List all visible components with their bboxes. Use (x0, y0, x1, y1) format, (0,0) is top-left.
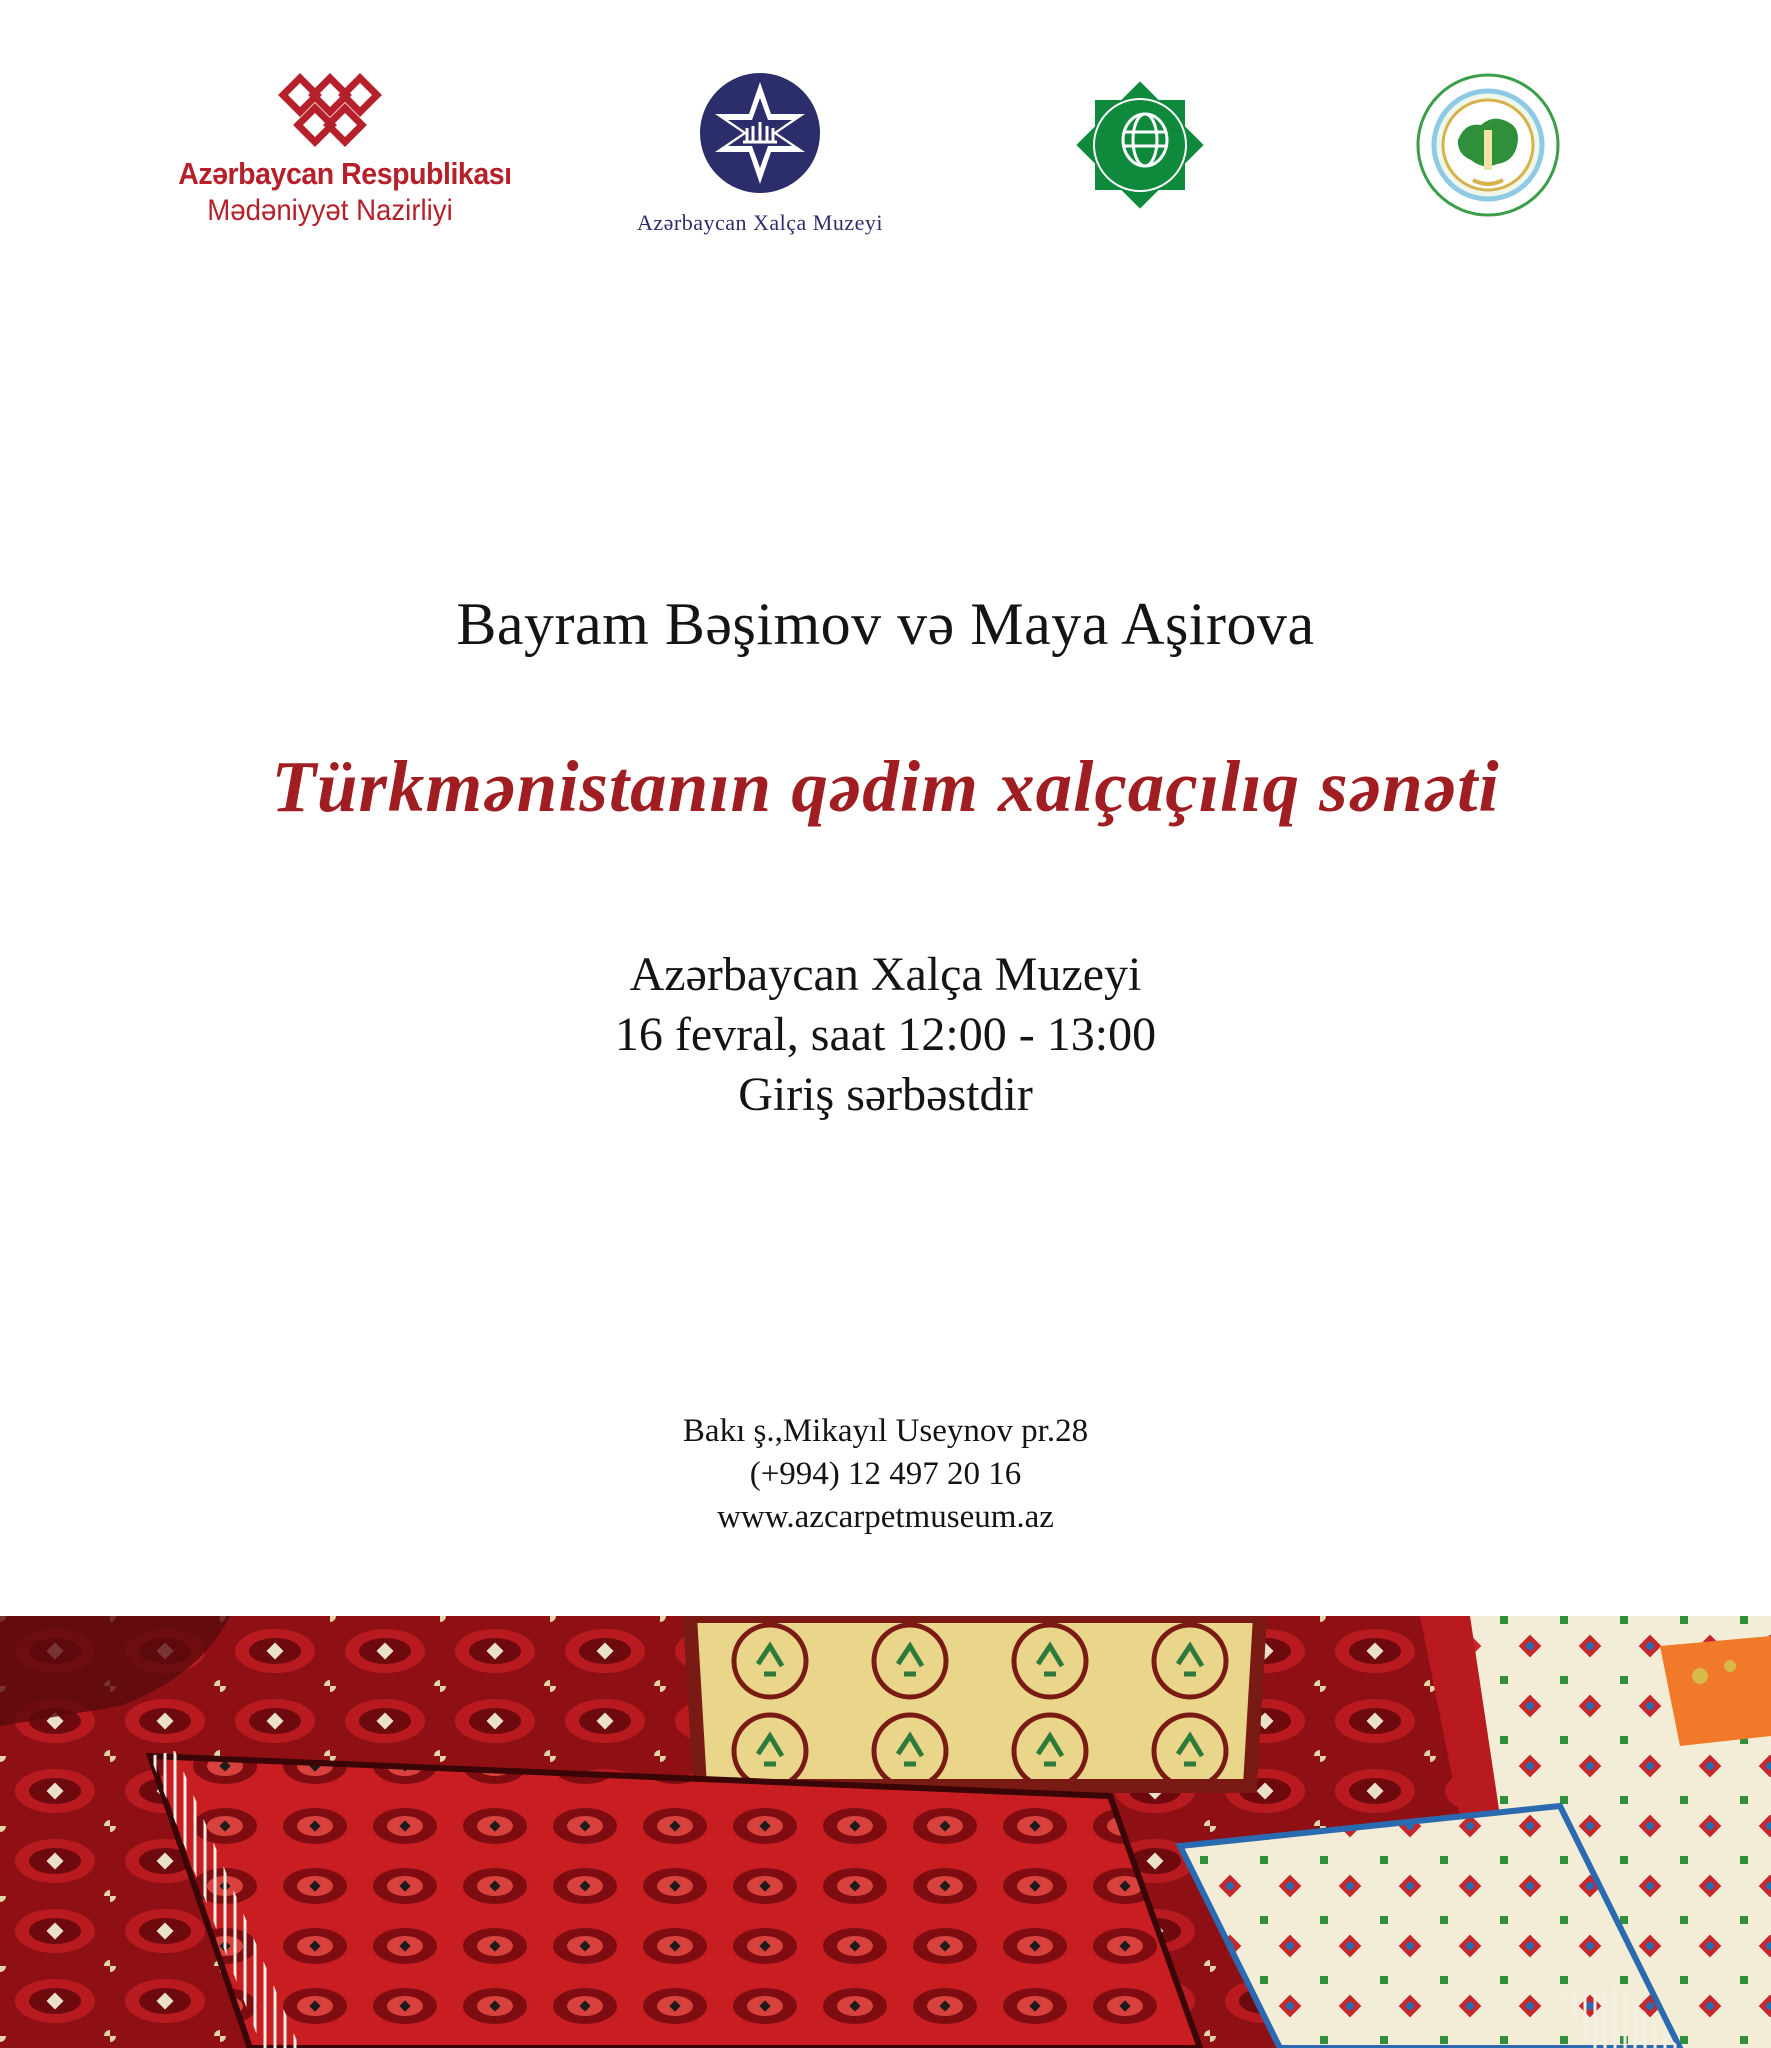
contact-phone: (+994) 12 497 20 16 (749, 1456, 1022, 1492)
turkmenistan-map-emblem-icon (1413, 70, 1563, 220)
event-admission: Giriş sərbəstdir (738, 1068, 1033, 1121)
contact-website: www.azcarpetmuseum.az (717, 1499, 1054, 1535)
ministry-name-line1: Azərbaycan Respublikası (178, 156, 512, 191)
lecture-title: Türkmənistanın qədim xalçaçılıq sənəti (271, 746, 1500, 827)
event-venue: Azərbaycan Xalça Muzeyi (629, 948, 1142, 1001)
ministry-name-line2: Mədəniyyət Nazirliyi (207, 194, 453, 227)
event-datetime: 16 fevral, saat 12:00 - 13:00 (614, 1008, 1157, 1061)
logo-bar (0, 70, 1771, 250)
green-octagram-seal-icon (1065, 70, 1215, 220)
turkmenistan-2019-emblem-logo (1405, 70, 1570, 220)
lecture-authors: Bayram Bəşimov və Maya Aşirova (456, 591, 1315, 657)
contact-info (0, 1410, 1771, 1539)
turkmen-weaving-ministry-logo (1065, 70, 1215, 220)
carpets-illustration (0, 1616, 1771, 2048)
ministry-of-culture-logo (165, 70, 512, 228)
carpet-museum-star-emblem-icon (697, 70, 823, 196)
carpet-museum-caption: Azərbaycan Xalça Muzeyi (636, 210, 884, 235)
carpet-museum-logo (610, 70, 910, 236)
ministry-knot-emblem-icon (265, 70, 395, 150)
contact-address: Bakı ş.,Mikayıl Useynov pr.28 (682, 1413, 1089, 1449)
event-info (0, 945, 1771, 1125)
turkmen-carpets-photo (0, 1616, 1771, 2048)
